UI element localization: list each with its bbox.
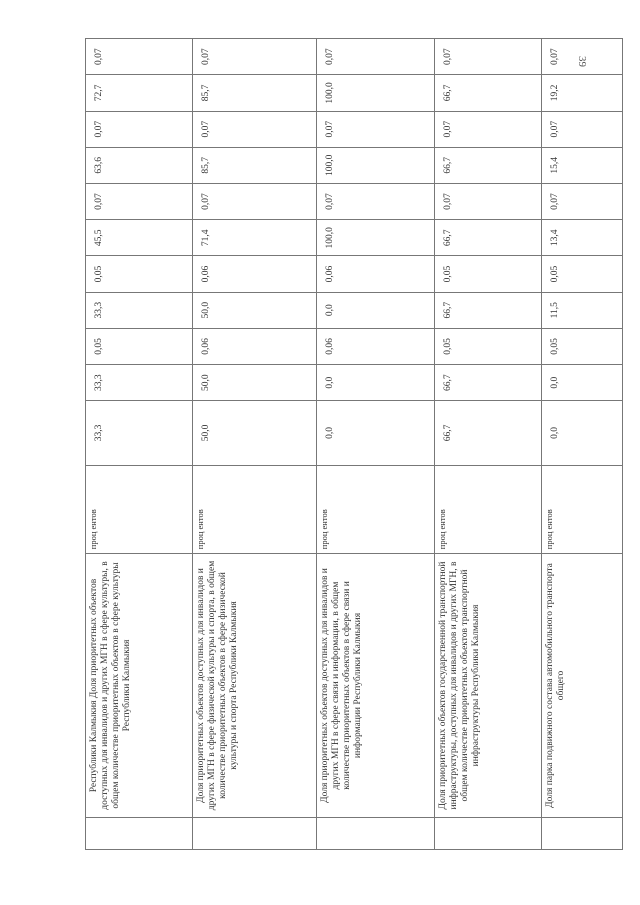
indicator-name: Республики Калмыкия Доля приоритетных объектов доступных для инвалидов и других МГН в сфере культуры, в общем количестве приоритетных объектов в сфере культуры Республики Калмыкия [86, 554, 193, 818]
value-cell: 0,05 [542, 256, 623, 292]
value-cell: 85,7 [193, 147, 317, 183]
value-cell: 66,7 [435, 401, 542, 465]
value-cell: 0,06 [193, 328, 317, 364]
value-cell: 50,0 [193, 401, 317, 465]
value-cell: 45,5 [86, 220, 193, 256]
value-cell: 0,07 [86, 39, 193, 75]
value-cell: 0,0 [316, 401, 434, 465]
value-cell: 0,05 [435, 328, 542, 364]
value-cell: 0,07 [86, 183, 193, 219]
value-cell: 0,07 [542, 183, 623, 219]
value-cell: 0,07 [86, 111, 193, 147]
indicator-name: Доля приоритетных объектов доступных для инвалидов и других МГН в сфере связи и информации, в общем количестве приоритетных объектов в сфере связи и информации Республики Калмыкия [316, 554, 434, 818]
value-cell: 0,0 [542, 401, 623, 465]
unit-cell: проц ентов [435, 465, 542, 554]
blank-cell [542, 817, 623, 849]
value-cell: 50,0 [193, 365, 317, 401]
unit-cell: проц ентов [193, 465, 317, 554]
value-cell: 13,4 [542, 220, 623, 256]
value-cell: 0,06 [316, 328, 434, 364]
value-cell: 72,7 [86, 75, 193, 111]
indicator-name: Доля приоритетных объектов государственной транспортной инфраструктуры, доступных для инвалидов и других МГН, в общем количестве приоритетных объектов транспортной инфраструктуры Республики Калмыкия [435, 554, 542, 818]
value-cell: 100,0 [316, 220, 434, 256]
value-cell: 85,7 [193, 75, 317, 111]
value-cell: 66,7 [435, 292, 542, 328]
table-row [316, 39, 434, 850]
blank-cell [86, 817, 193, 849]
indicator-name: Доля приоритетных объектов доступных для инвалидов и других МГН в сфере физической культуры и спорта, в общем количестве приоритетных объектов в сфере физической культуры и спорта Республики Калмыкия [193, 554, 317, 818]
value-cell: 0,07 [316, 39, 434, 75]
unit-cell: проц ентов [86, 465, 193, 554]
value-cell: 0,07 [542, 111, 623, 147]
blank-cell [316, 817, 434, 849]
value-cell: 0,06 [316, 256, 434, 292]
rotated-page [85, 38, 623, 850]
value-cell: 0,07 [193, 183, 317, 219]
value-cell: 33,3 [86, 401, 193, 465]
value-cell: 100,0 [316, 147, 434, 183]
value-cell: 0,07 [435, 183, 542, 219]
value-cell: 33,3 [86, 292, 193, 328]
unit-cell: проц ентов [316, 465, 434, 554]
value-cell: 0,05 [542, 328, 623, 364]
blank-cell [435, 817, 542, 849]
indicator-name: Доля парка подвижного состава автомобильного транспорта общего [542, 554, 623, 818]
value-cell: 71,4 [193, 220, 317, 256]
value-cell: 66,7 [435, 147, 542, 183]
value-cell: 50,0 [193, 292, 317, 328]
value-cell: 33,3 [86, 365, 193, 401]
value-cell: 100,0 [316, 75, 434, 111]
value-cell: 19,2 [542, 75, 623, 111]
indicators-table [85, 38, 623, 850]
value-cell: 0,07 [316, 111, 434, 147]
unit-cell: проц ентов [542, 465, 623, 554]
page-number: 39 [576, 56, 588, 67]
value-cell: 66,7 [435, 75, 542, 111]
value-cell: 0,07 [193, 39, 317, 75]
value-cell: 11,5 [542, 292, 623, 328]
table-row [435, 39, 542, 850]
value-cell: 66,7 [435, 220, 542, 256]
value-cell: 63,6 [86, 147, 193, 183]
value-cell: 66,7 [435, 365, 542, 401]
table-row [542, 39, 623, 850]
value-cell: 0,0 [542, 365, 623, 401]
value-cell: 0,07 [316, 183, 434, 219]
value-cell: 0,05 [86, 328, 193, 364]
table-row [86, 39, 193, 850]
table-row [193, 39, 317, 850]
blank-cell [193, 817, 317, 849]
value-cell: 0,07 [435, 111, 542, 147]
value-cell: 0,07 [193, 111, 317, 147]
value-cell: 0,07 [542, 39, 623, 75]
value-cell: 0,05 [435, 256, 542, 292]
value-cell: 0,0 [316, 365, 434, 401]
value-cell: 0,0 [316, 292, 434, 328]
value-cell: 0,07 [435, 39, 542, 75]
value-cell: 0,05 [86, 256, 193, 292]
value-cell: 15,4 [542, 147, 623, 183]
value-cell: 0,06 [193, 256, 317, 292]
